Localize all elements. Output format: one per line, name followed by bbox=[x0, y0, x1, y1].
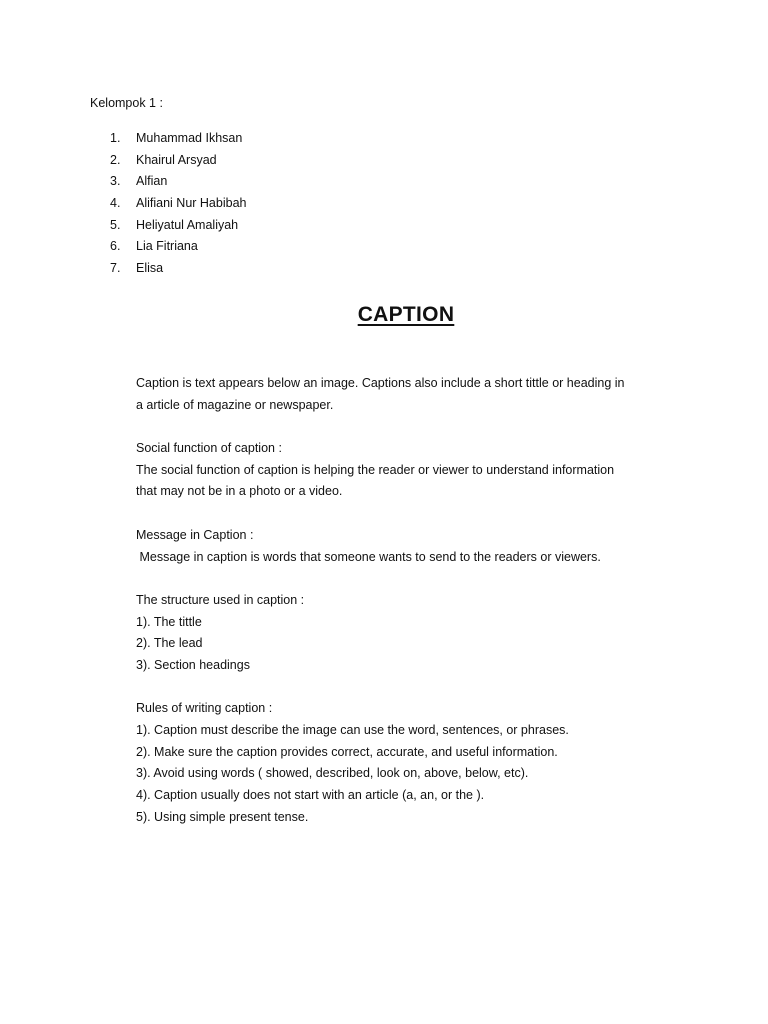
member-name: Khairul Arsyad bbox=[136, 152, 217, 167]
rule-item: 2). Make sure the caption provides correct, accurate, and useful information. bbox=[136, 744, 558, 759]
page-title: CAPTION bbox=[357, 303, 455, 326]
member-name: Alifiani Nur Habibah bbox=[136, 196, 247, 211]
paragraph-spacer bbox=[136, 569, 696, 591]
structure-heading: The structure used in caption : bbox=[136, 592, 305, 607]
social-function-line: The social function of caption is helping the reader or viewer to understand information bbox=[136, 462, 615, 477]
list-number: 6. bbox=[110, 239, 121, 254]
message-line: Message in caption is words that someone wants to send to the readers or viewers. bbox=[136, 549, 601, 564]
document-body bbox=[136, 374, 696, 829]
list-item bbox=[110, 259, 246, 281]
member-name: Heliyatul Amaliyah bbox=[136, 217, 239, 232]
list-number: 7. bbox=[110, 261, 121, 276]
message-heading: Message in Caption : bbox=[136, 527, 254, 542]
group-heading: Kelompok 1 : bbox=[90, 96, 163, 110]
rules-heading: Rules of writing caption : bbox=[136, 701, 273, 716]
list-item bbox=[110, 129, 246, 151]
social-function-heading: Social function of caption : bbox=[136, 441, 282, 456]
paragraph-spacer bbox=[136, 504, 696, 526]
list-item bbox=[110, 151, 246, 173]
list-number: 5. bbox=[110, 217, 121, 232]
definition-line: a article of magazine or newspaper. bbox=[136, 397, 334, 412]
list-item bbox=[110, 172, 246, 194]
paragraph-spacer bbox=[136, 678, 696, 700]
list-item bbox=[110, 216, 246, 238]
rule-item: 4). Caption usually does not start with an article (a, an, or the ). bbox=[136, 788, 485, 803]
list-number: 1. bbox=[110, 131, 121, 145]
rule-item: 5). Using simple present tense. bbox=[136, 809, 309, 824]
list-item bbox=[110, 194, 246, 216]
list-number: 4. bbox=[110, 196, 121, 211]
structure-item: 1). The tittle bbox=[136, 614, 202, 629]
rule-item: 3). Avoid using words ( showed, described, look on, above, below, etc). bbox=[136, 766, 529, 781]
list-number: 2. bbox=[110, 152, 121, 167]
structure-item: 3). Section headings bbox=[136, 657, 250, 672]
member-name: Alfian bbox=[136, 174, 168, 189]
member-name: Muhammad Ikhsan bbox=[136, 131, 243, 145]
member-name: Lia Fitriana bbox=[136, 239, 198, 254]
social-function-line: that may not be in a photo or a video. bbox=[136, 484, 343, 499]
member-list bbox=[110, 129, 246, 281]
list-number: 3. bbox=[110, 174, 121, 189]
structure-item: 2). The lead bbox=[136, 636, 203, 651]
member-name: Elisa bbox=[136, 261, 164, 276]
rule-item: 1). Caption must describe the image can use the word, sentences, or phrases. bbox=[136, 723, 569, 737]
definition-line: Caption is text appears below an image. Captions also include a short tittle or heading in bbox=[136, 376, 625, 390]
paragraph-spacer bbox=[136, 417, 696, 439]
list-item bbox=[110, 237, 246, 259]
